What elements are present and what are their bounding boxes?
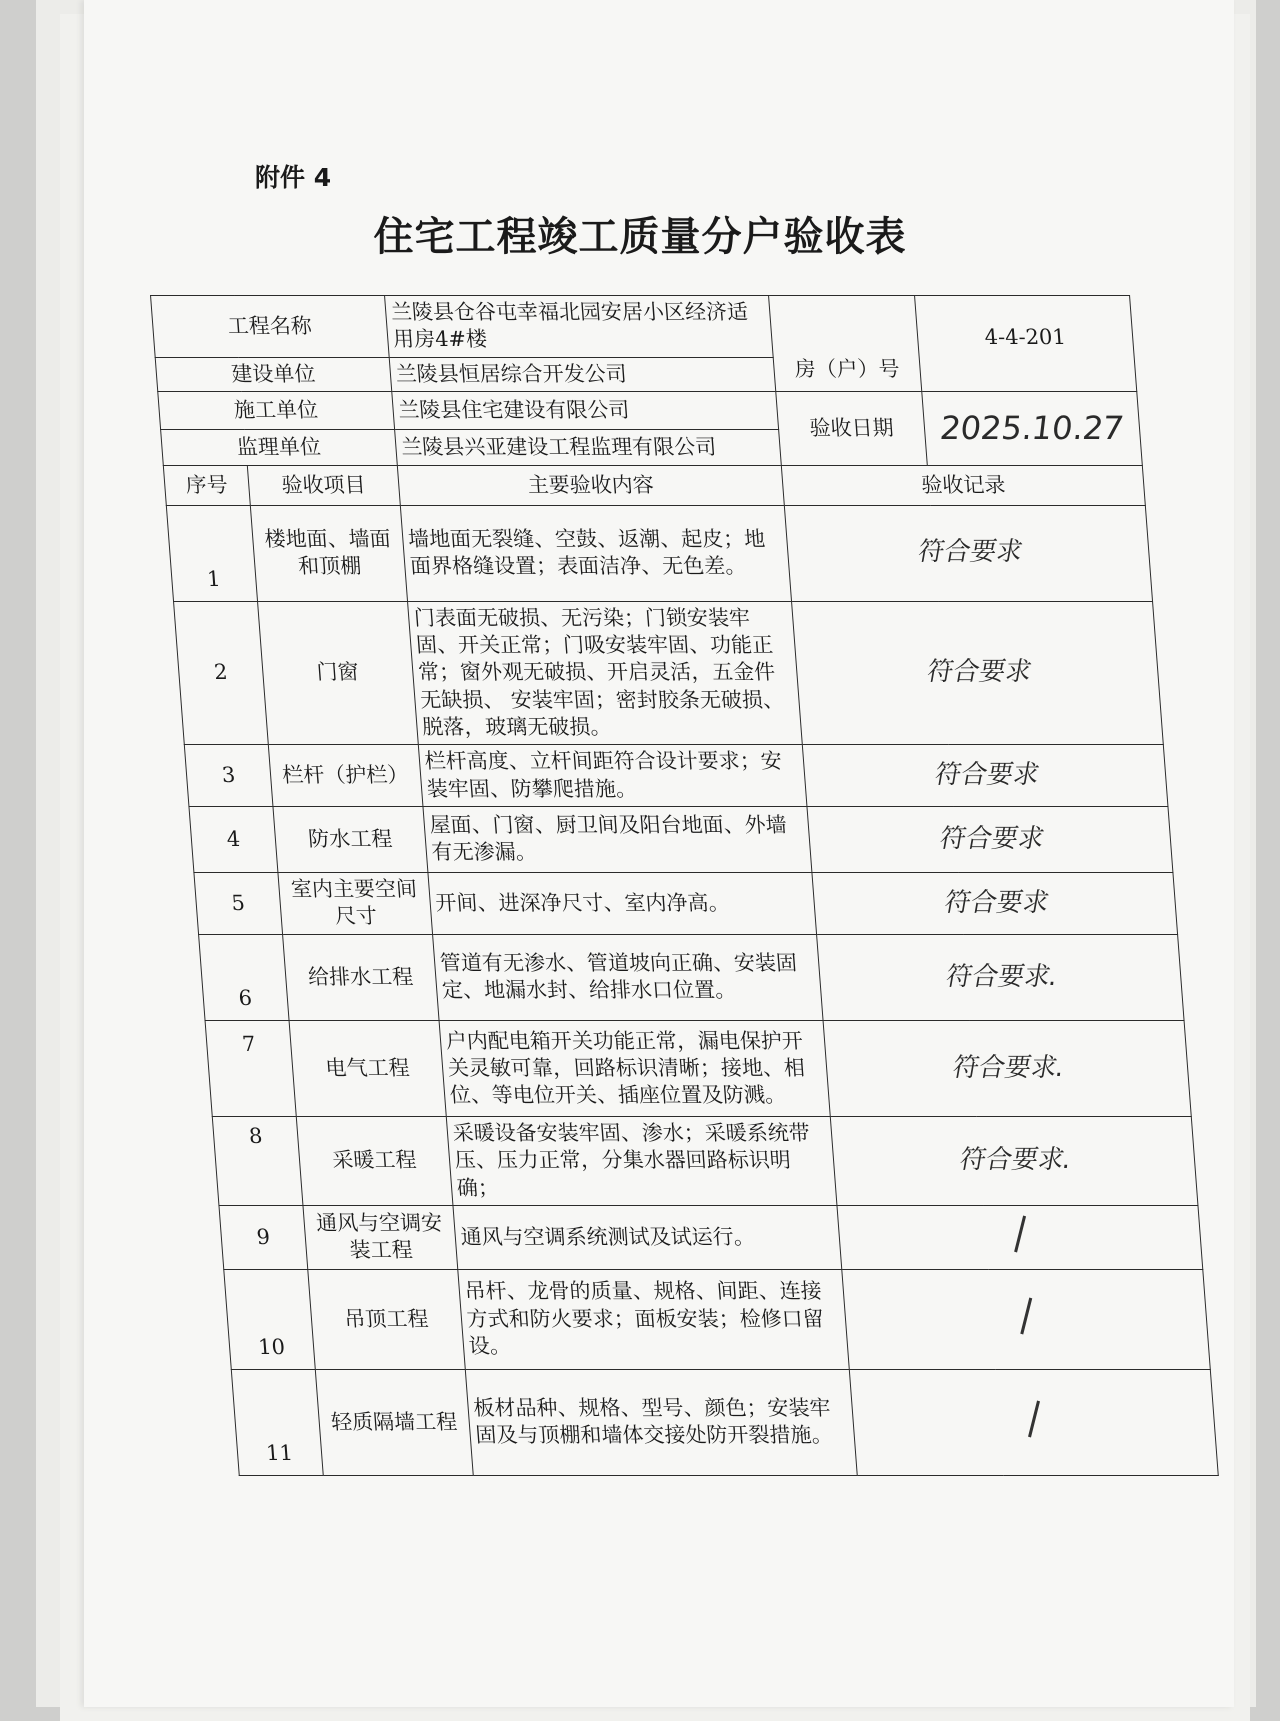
slash-mark-icon bbox=[1020, 1297, 1032, 1334]
row-seq: 2 bbox=[174, 601, 269, 744]
contractor-label: 施工单位 bbox=[158, 391, 395, 429]
row-content: 采暖设备安装牢固、渗水；采暖系统带压、压力正常，分集水器回路标识明确； bbox=[446, 1116, 837, 1205]
slash-mark-icon bbox=[1028, 1400, 1040, 1437]
header-content: 主要验收内容 bbox=[397, 465, 784, 505]
room-number-label: 房（户）号 bbox=[769, 296, 922, 392]
supervisor-label: 监理单位 bbox=[161, 429, 397, 465]
supervisor-value: 兰陵县兴亚建设工程监理有限公司 bbox=[394, 429, 781, 465]
row-content: 户内配电箱开关功能正常，漏电保护开关灵敏可靠，回路标识清晰；接地、相位、等电位开关、插座位置及防溅。 bbox=[439, 1020, 831, 1116]
row-record-signature: 符合要求 bbox=[812, 872, 1178, 934]
row-seq: 9 bbox=[219, 1205, 308, 1269]
acceptance-table bbox=[150, 295, 1219, 1476]
row-content: 吊杆、龙骨的质量、规格、间距、连接方式和防火要求；面板安装；检修口留设。 bbox=[457, 1269, 849, 1369]
row-record-signature: 符合要求. bbox=[830, 1116, 1198, 1205]
acceptance-date-label: 验收日期 bbox=[776, 391, 927, 465]
slash-mark-icon bbox=[1014, 1215, 1026, 1252]
row-item: 栏杆（护栏） bbox=[268, 745, 422, 807]
row-content: 板材品种、规格、型号、颜色；安装牢固及与顶棚和墙体交接处防开裂措施。 bbox=[465, 1369, 857, 1475]
row-item: 轻质隔墙工程 bbox=[315, 1369, 473, 1475]
row-item: 给排水工程 bbox=[282, 934, 438, 1020]
row-item: 采暖工程 bbox=[296, 1116, 453, 1205]
row-content: 通风与空调系统测试及试运行。 bbox=[453, 1205, 842, 1269]
row-content: 栏杆高度、立杆间距符合设计要求；安装牢固、防攀爬措施。 bbox=[418, 745, 807, 807]
row-record-signature: 符合要求 bbox=[802, 745, 1167, 807]
row-record-signature: 符合要求. bbox=[823, 1020, 1191, 1116]
row-item: 防水工程 bbox=[273, 806, 428, 872]
project-name-value: 兰陵县仓谷屯幸福北园安居小区经济适用房4#楼 bbox=[384, 296, 773, 358]
row-content: 开间、进深净尺寸、室内净高。 bbox=[428, 872, 817, 934]
row-record-signature: 符合要求 bbox=[807, 806, 1173, 872]
row-content: 墙地面无裂缝、空鼓、返潮、起皮；地面界格缝设置；表面洁净、无色差。 bbox=[400, 505, 792, 601]
row-record-empty bbox=[842, 1269, 1210, 1369]
row-content: 管道有无渗水、管道坡向正确、安装固定、地漏水封、给排水口位置。 bbox=[432, 934, 823, 1020]
row-seq: 10 bbox=[224, 1269, 315, 1369]
page-title: 住宅工程竣工质量分户验收表 bbox=[373, 214, 907, 260]
row-seq: 11 bbox=[231, 1369, 323, 1475]
header-seq: 序号 bbox=[163, 465, 250, 505]
header-item: 验收项目 bbox=[247, 465, 400, 505]
row-record-signature: 符合要求 bbox=[784, 505, 1152, 601]
developer-value: 兰陵县恒居综合开发公司 bbox=[389, 357, 776, 391]
row-seq: 8 bbox=[212, 1116, 303, 1205]
row-content: 门表面无破损、无污染；门锁安装牢固、开关正常；门吸安装牢固、功能正常；窗外观无破损、开启灵活，五金件无缺损、 安装牢固；密封胶条无破损、脱落，玻璃无破损。 bbox=[407, 601, 802, 744]
row-item: 楼地面、墙面和顶棚 bbox=[250, 505, 407, 601]
contractor-value: 兰陵县住宅建设有限公司 bbox=[391, 391, 778, 429]
row-item: 吊顶工程 bbox=[308, 1269, 465, 1369]
row-record-empty bbox=[837, 1205, 1203, 1269]
row-item: 通风与空调安装工程 bbox=[303, 1205, 458, 1269]
acceptance-date-value: 2025.10.27 bbox=[922, 391, 1143, 465]
row-seq: 4 bbox=[189, 806, 278, 872]
room-number-value: 4-4-201 bbox=[915, 296, 1137, 392]
row-seq: 5 bbox=[194, 872, 283, 934]
row-item: 门窗 bbox=[257, 601, 418, 744]
developer-label: 建设单位 bbox=[155, 357, 391, 391]
row-item: 电气工程 bbox=[289, 1020, 446, 1116]
row-record-signature: 符合要求. bbox=[817, 934, 1184, 1020]
row-record-empty bbox=[849, 1369, 1218, 1475]
row-seq: 6 bbox=[199, 934, 289, 1020]
project-name-label: 工程名称 bbox=[151, 296, 389, 358]
row-content: 屋面、门窗、厨卫间及阳台地面、外墙有无渗漏。 bbox=[423, 806, 812, 872]
row-item: 室内主要空间尺寸 bbox=[278, 872, 432, 934]
row-seq: 3 bbox=[184, 745, 273, 807]
row-seq: 1 bbox=[166, 505, 257, 601]
row-seq: 7 bbox=[205, 1020, 296, 1116]
attachment-label: 附件 4 bbox=[255, 163, 332, 192]
row-record-signature: 符合要求 bbox=[792, 601, 1164, 744]
header-record: 验收记录 bbox=[781, 465, 1145, 505]
